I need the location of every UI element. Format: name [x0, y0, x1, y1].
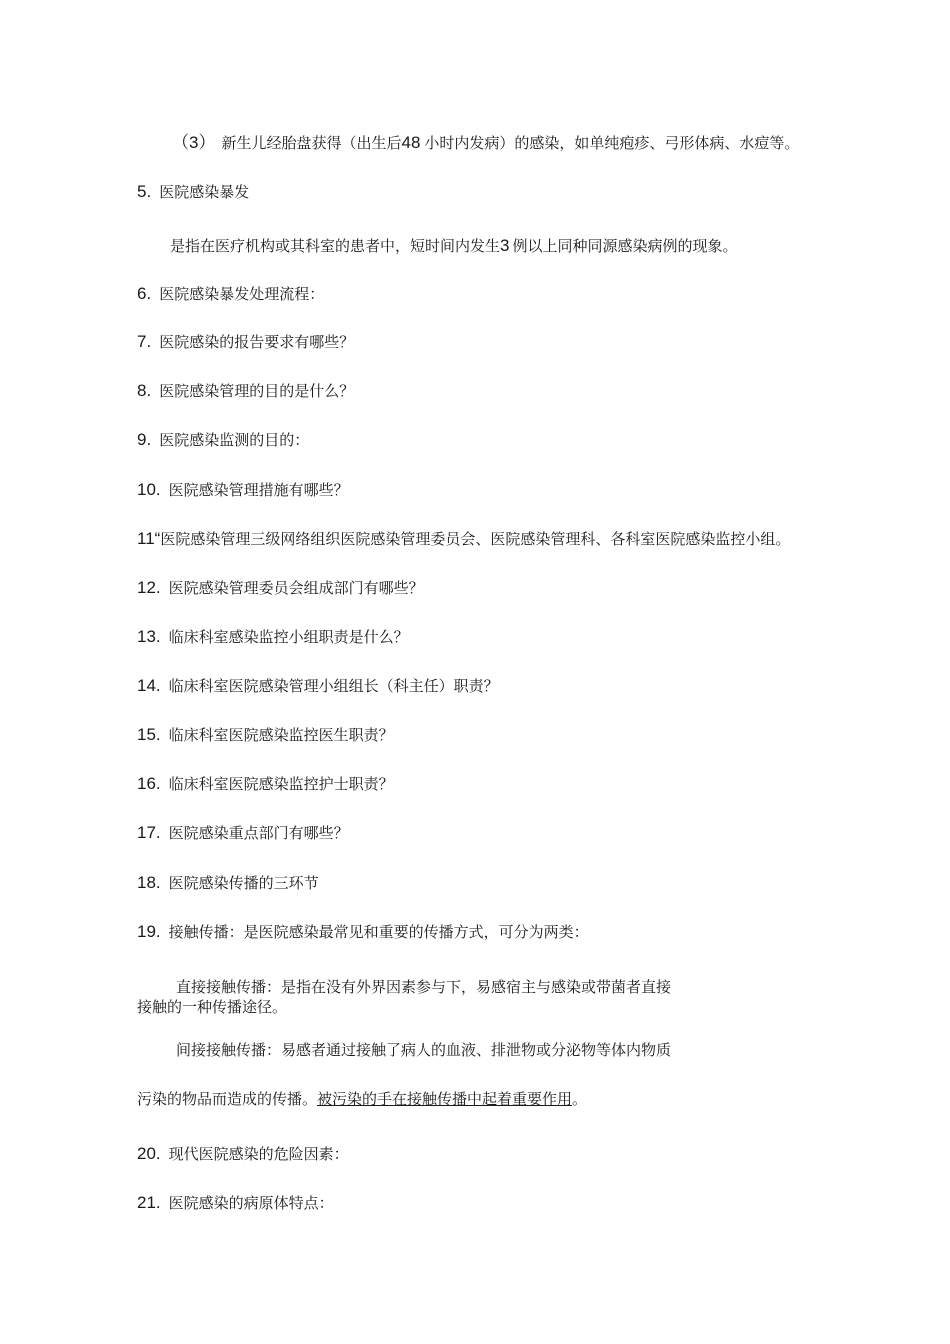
- item-16: 16. 临床科室医院感染监控护士职责？: [137, 774, 394, 793]
- item-8: 8. 医院感染管理的目的是什么？: [137, 381, 355, 400]
- item-13: 13. 临床科室感染监控小组职责是什么？: [137, 627, 409, 646]
- direct-contact-line-2: 接触的一种传播途径。: [137, 998, 288, 1016]
- outbreak-definition: 是指在医疗机构或其科室的患者中，短时间内发生3 例以上同种同源感染病例的现象。: [170, 236, 738, 255]
- underlined-emphasis: 被污染的手在接触传播中起着重要作用: [317, 1090, 573, 1108]
- item-7: 7. 医院感染的报告要求有哪些？: [137, 332, 355, 351]
- item-11: 11“医院感染管理三级网络组织医院感染管理委员会、医院感染管理科、各科室医院感染监控小组。: [137, 529, 791, 548]
- item-18: 18. 医院感染传播的三环节: [137, 873, 319, 892]
- indirect-contact-line-2: 污染的物品而造成的传播。被污染的手在接触传播中起着重要作用。: [137, 1090, 588, 1108]
- indirect-contact-line-1: 间接接触传播：易感者通过接触了病人的血液、排泄物或分泌物等体内物质: [176, 1041, 672, 1059]
- direct-contact-line-1: 直接接触传播：是指在没有外界因素参与下，易感宿主与感染或带菌者直接: [176, 978, 672, 996]
- item-17: 17. 医院感染重点部门有哪些？: [137, 823, 349, 842]
- item-21: 21. 医院感染的病原体特点：: [137, 1193, 334, 1212]
- item-15: 15. 临床科室医院感染监控医生职责？: [137, 725, 394, 744]
- item-14: 14. 临床科室医院感染管理小组组长（科主任）职责？: [137, 676, 499, 695]
- item-12: 12. 医院感染管理委员会组成部门有哪些？: [137, 578, 424, 597]
- item-19: 19. 接触传播：是医院感染最常见和重要的传播方式，可分为两类：: [137, 922, 589, 941]
- item-10: 10. 医院感染管理措施有哪些？: [137, 480, 349, 499]
- item-6: 6. 医院感染暴发处理流程：: [137, 284, 325, 303]
- item-20: 20. 现代医院感染的危险因素：: [137, 1144, 349, 1163]
- item-9: 9. 医院感染监测的目的：: [137, 430, 310, 449]
- item-5: 5. 医院感染暴发: [137, 182, 250, 201]
- line-neonatal-infection: （3） 新生儿经胎盘获得（出生后48 小时内发病）的感染，如单纯疱疹、弓形体病、水痘等。: [172, 133, 800, 152]
